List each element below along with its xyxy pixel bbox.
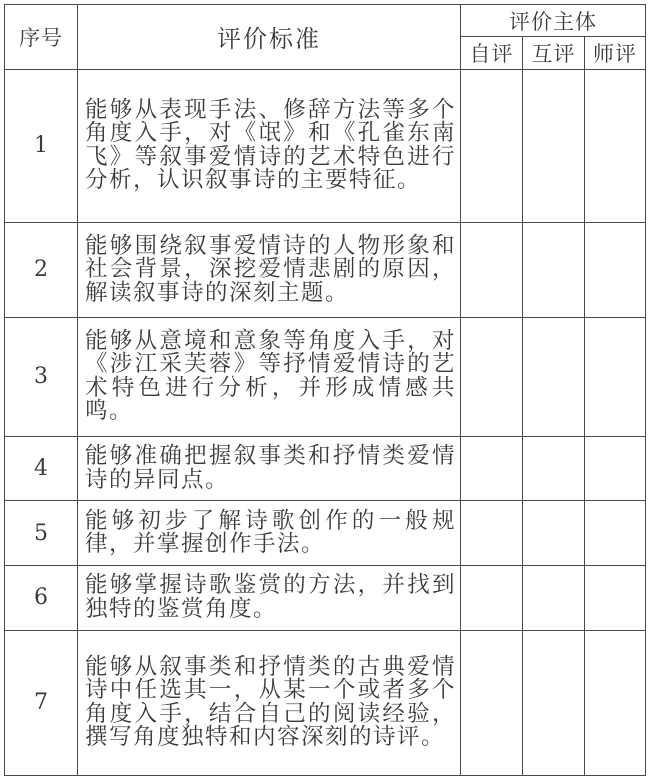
teacher-score-cell[interactable] [585,69,646,222]
row-index: 1 [5,69,78,222]
teacher-score-cell[interactable] [585,222,646,317]
evaluation-table [4,4,646,776]
row-index: 2 [5,222,78,317]
teacher-score-cell[interactable] [585,317,646,436]
table-row [5,501,646,566]
teacher-score-cell[interactable] [585,566,646,631]
row-index: 6 [5,566,78,631]
peer-score-cell[interactable] [523,436,585,501]
row-index: 4 [5,436,78,501]
teacher-score-cell[interactable] [585,501,646,566]
table-row [5,566,646,631]
row-index: 7 [5,630,78,775]
peer-score-cell[interactable] [523,222,585,317]
row-criteria: 能够初步了解诗歌创作的一般规律，并掌握创作手法。 [78,501,461,566]
self-score-cell[interactable] [461,69,523,222]
header-index: 序号 [5,5,78,70]
table-row [5,69,646,222]
teacher-score-cell[interactable] [585,436,646,501]
row-criteria: 能够掌握诗歌鉴赏的方法，并找到独特的鉴赏角度。 [78,566,461,631]
row-index: 3 [5,317,78,436]
peer-score-cell[interactable] [523,317,585,436]
row-criteria: 能够准确把握叙事类和抒情类爱情诗的异同点。 [78,436,461,501]
table-row [5,630,646,775]
table-row [5,222,646,317]
row-criteria: 能够从意境和意象等角度入手，对《涉江采芙蓉》等抒情爱情诗的艺术特色进行分析，并形成情感共鸣。 [78,317,461,436]
table-row [5,436,646,501]
peer-score-cell[interactable] [523,69,585,222]
header-self: 自评 [461,37,523,69]
self-score-cell[interactable] [461,436,523,501]
self-score-cell[interactable] [461,566,523,631]
self-score-cell[interactable] [461,501,523,566]
teacher-score-cell[interactable] [585,630,646,775]
row-criteria: 能够从叙事类和抒情类的古典爱情诗中任选其一，从某一个或者多个角度入手，结合自己的阅读经验，撰写角度独特和内容深刻的诗评。 [78,630,461,775]
header-peer: 互评 [523,37,585,69]
row-criteria: 能够围绕叙事爱情诗的人物形象和社会背景，深挖爱情悲剧的原因，解读叙事诗的深刻主题。 [78,222,461,317]
row-index: 5 [5,501,78,566]
self-score-cell[interactable] [461,317,523,436]
peer-score-cell[interactable] [523,566,585,631]
self-score-cell[interactable] [461,630,523,775]
header-criteria: 评价标准 [78,5,461,70]
self-score-cell[interactable] [461,222,523,317]
peer-score-cell[interactable] [523,501,585,566]
table-row [5,317,646,436]
peer-score-cell[interactable] [523,630,585,775]
header-subject: 评价主体 [461,5,646,37]
row-criteria: 能够从表现手法、修辞方法等多个角度入手，对《氓》和《孔雀东南飞》等叙事爱情诗的艺术特色进行分析，认识叙事诗的主要特征。 [78,69,461,222]
header-teacher: 师评 [585,37,646,69]
